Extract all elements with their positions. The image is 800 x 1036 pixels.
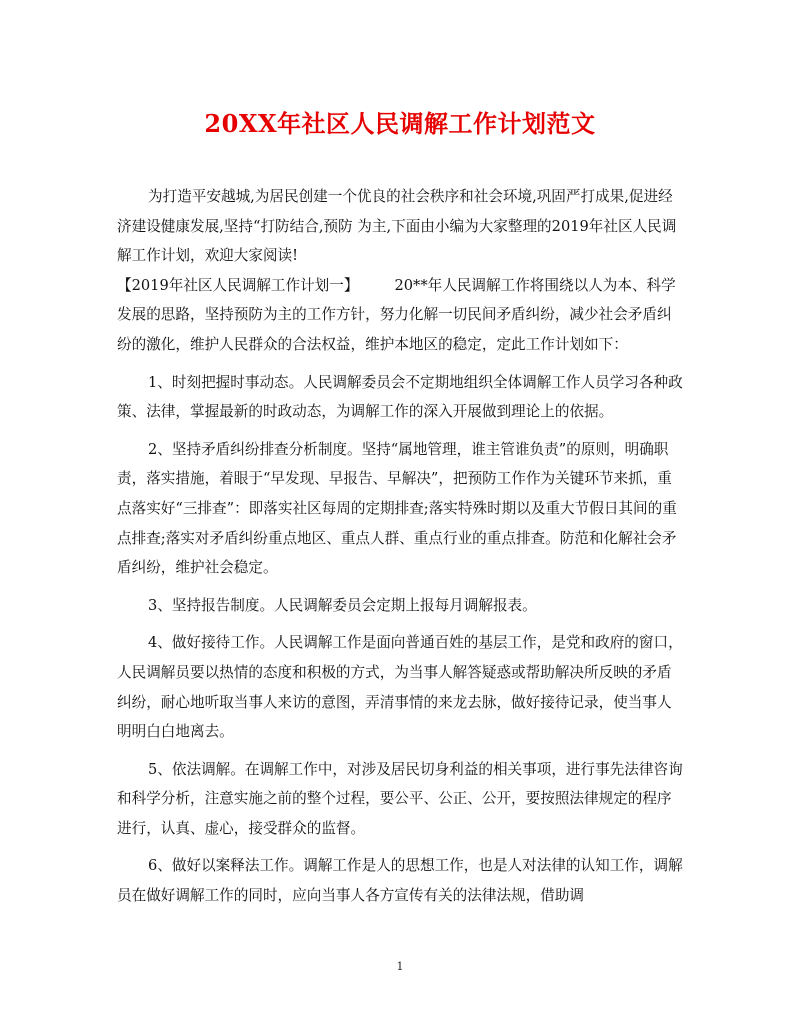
- document-title: 20XX年社区人民调解工作计划范文: [204, 109, 596, 138]
- intro-line-3: 2019年社区人民调解工作计划，欢迎大家阅读!: [117, 217, 677, 265]
- list-item: 2、坚持矛盾纠纷排查分析制度。坚持“属地管理，谁主管谁负责”的原则，明确职责，落实措施，着眼于“早发现、早报告、早解决”，把预防工作作为关键环节来抓，重点落实好“三排查”：即落实社区每周的定期排查;落实特殊时期以及重大节假日其间的重点排查;落实对矛盾纠纷重点地区、重点人群、重点行业的重点排查。防范和化解社会矛盾纠纷，维护社会稳定。: [117, 440, 677, 577]
- section-paragraph: [117, 271, 685, 360]
- intro-line-1: 为打造平安越城,为居民创建一个优良的社会秩序和社会环境,巩固严打成果,: [148, 188, 629, 205]
- list-item: 3、坚持报告制度。人民调解委员会定期上报每月调解报表。: [148, 596, 537, 614]
- intro-line-2: 促进经济建设健康发展,坚持“打防结合,预防 为主,下面由小编为大家整理的: [117, 188, 673, 235]
- list-item: 5、依法调解。在调解工作中，对涉及居民切身利益的相关事项，进行事先法律咨询和科学分析，注意实施之前的整个过程，要公平、公正、公开，要按照法律规定的程序进行，认真、虚心，接受群众的监督。: [117, 760, 683, 837]
- list-item: 4、做好接待工作。人民调解工作是面向普通百姓的基层工作，是党和政府的窗口，人民调解员要以热情的态度和积极的方式，为当事人解答疑惑或帮助解决所反映的矛盾纠纷，耐心地听取当事人来访的意图，弄清事情的来龙去脉，做好接待记录，使当事人明明白白地离去。: [117, 634, 683, 741]
- page-number: 1: [396, 960, 404, 973]
- intro-paragraph: [117, 182, 685, 271]
- list-item: 6、做好以案释法工作。调解工作是人的思想工作，也是人对法律的认知工作，调解员在做好调解工作的同时，应向当事人各方宣传有关的法律法规，借助调: [117, 857, 683, 905]
- section-heading: 【2019年社区人民调解工作计划一】: [117, 276, 359, 294]
- document-body: [117, 182, 685, 911]
- list-item: 1、时刻把握时事动态。人民调解委员会不定期地组织全体调解工作人员学习各种政策、法律，掌握最新的时政动态，为调解工作的深入开展做到理论上的依据。: [117, 373, 683, 421]
- section-intro-rest: 科学发展的思路，坚持预防为主的工作方针，努力化解一切民间矛盾纠纷，减少社会矛盾纠纷的激化，维护人民群众的合法权益，维护本地区的稳定，定此工作计划如下：: [117, 276, 676, 353]
- section-intro-first: 20**年人民调解工作将围绕以人为本、: [394, 276, 647, 294]
